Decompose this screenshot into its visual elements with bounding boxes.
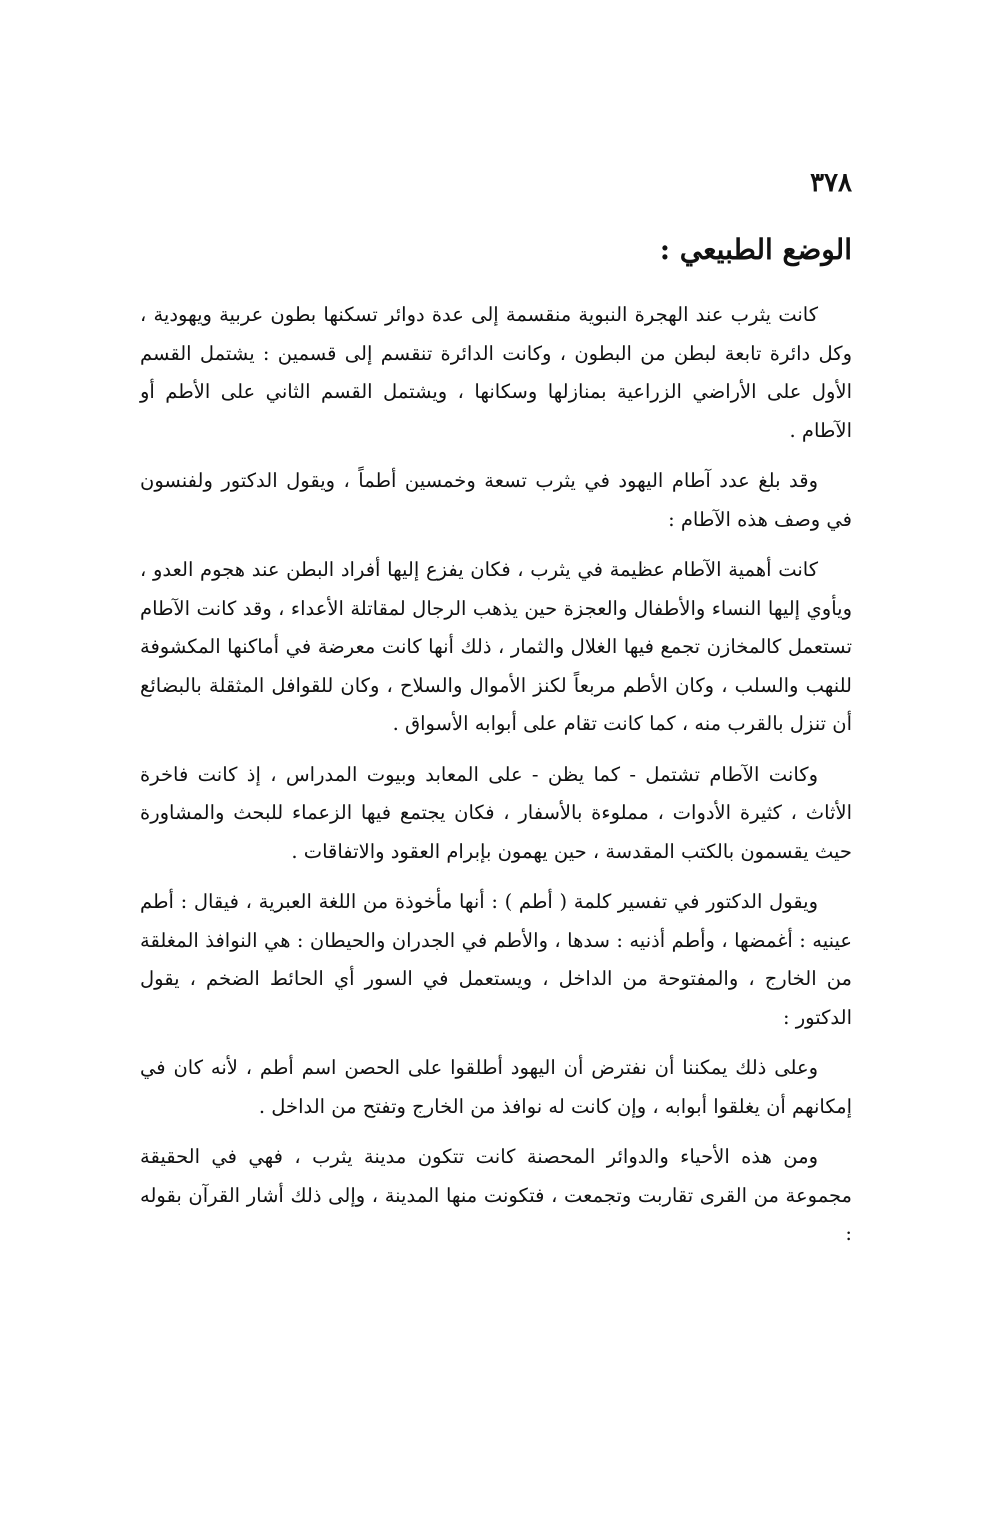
quoted-paragraph: كانت أهمية الآطام عظيمة في يثرب ، فكان يفزع إليها أفراد البطن عند هجوم العدو ، ويأوي إليها النساء والأطفال والعجزة حين يذهب الرجال لمقاتلة الأعداء ، وقد كانت الآطام تستعمل كالمخازن تجمع فيها الغلال والثمار ، ذلك أنها كانت معرضة في أماكنها المكشوفة للنهب والسلب ، وكان الأطم مربعاً لكنز الأموال والسلاح ، وكان للقوافل المثقلة بالبضائع أن تنزل بالقرب منه ، كما كانت تقام على أبوابه الأسواق . <box>140 558 852 735</box>
page-body <box>140 170 852 1266</box>
quoted-paragraph: وكانت الآطام تشتمل - كما يظن - على المعابد وبيوت المدراس ، إذ كانت فاخرة الأثاث ، كثيرة الأدوات ، مملوءة بالأسفار ، فكان يجتمع فيها الزعماء للبحث والمشاورة حيث يقسمون بالكتب المقدسة ، حين يهمون بإبرام العقود والاتفاقات . <box>140 762 852 863</box>
paragraph: ويقول الدكتور في تفسير كلمة ( أطم ) : أنها مأخوذة من اللغة العبرية ، فيقال : أطم عينيه : أغمضها ، وأطم أذنيه : سدها ، والأطم في الجدران والحيطان : هي النوافذ المغلقة من الخارج ، والمفتوحة من الداخل ، ويستعمل في السور أي الحائط الضخم ، يقول الدكتور : <box>140 890 852 1029</box>
section-title: الوضع الطبيعي : <box>659 233 852 266</box>
paragraph: ومن هذه الأحياء والدوائر المحصنة كانت تتكون مدينة يثرب ، فهي في الحقيقة مجموعة من القرى تقاربت وتجمعت ، فتكونت منها المدينة ، وإلى ذلك أشار القرآن بقوله : <box>140 1145 852 1245</box>
paragraph: وقد بلغ عدد آطام اليهود في يثرب تسعة وخمسين أطماً ، ويقول الدكتور ولفنسون في وصف هذه الآطام : <box>140 469 852 531</box>
quoted-paragraph: وعلى ذلك يمكننا أن نفترض أن اليهود أطلقوا على الحصن اسم أطم ، لأنه كان في إمكانهم أن يغلقوا أبوابه ، وإن كانت له نوافذ من الخارج وتفتح من الداخل . <box>140 1056 852 1118</box>
paragraph: كانت يثرب عند الهجرة النبوية منقسمة إلى عدة دوائر تسكنها بطون عربية ويهودية ، وكل دائرة تابعة لبطن من البطون ، وكانت الدائرة تنقسم إلى قسمين : يشتمل القسم الأول على الأراضي الزراعية بمنازلها وسكانها ، ويشتمل القسم الثاني على الأطم أو الآطام . <box>140 303 852 442</box>
page-number: ٣٧٨ <box>810 168 852 198</box>
